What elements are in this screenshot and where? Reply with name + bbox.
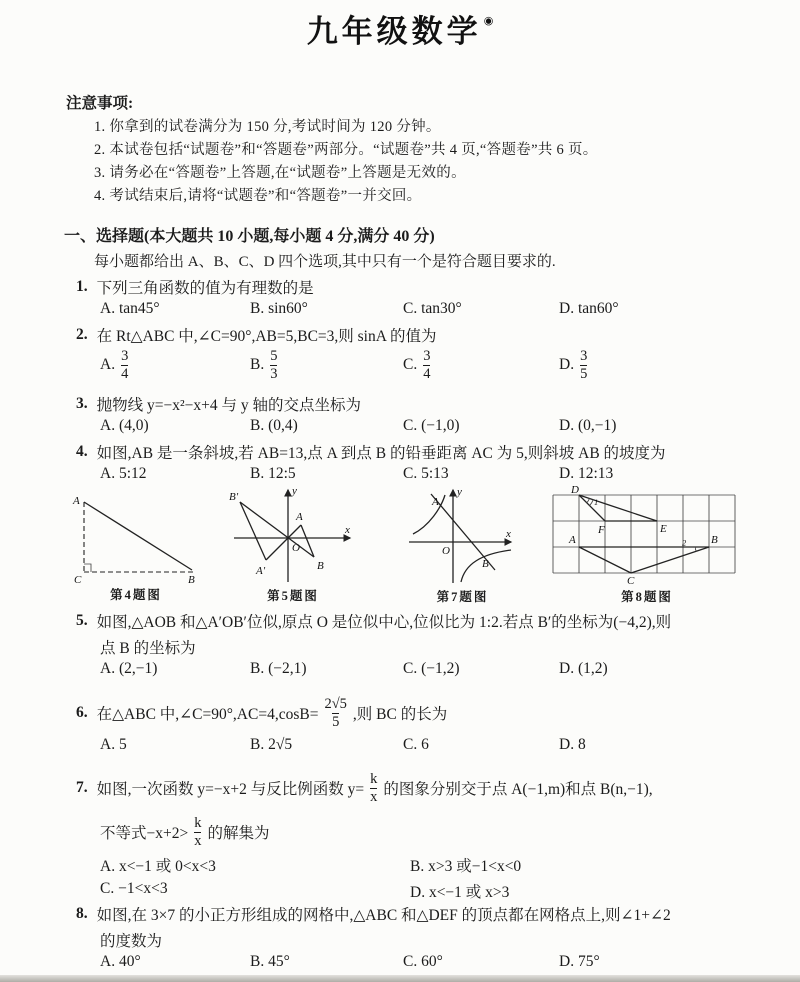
question-8-cont xyxy=(100,929,162,951)
section-note: 每小题都给出 A、B、C、D 四个选项,其中只有一个是符合题目要求的. xyxy=(94,254,556,270)
option-c: C. −1<x<3 xyxy=(100,880,168,897)
option-d: D. 75° xyxy=(559,953,600,970)
question-7 xyxy=(76,766,653,810)
label-x-axis: x xyxy=(506,528,511,540)
option-a: A. (4,0) xyxy=(100,417,149,434)
option-d: D. (1,2) xyxy=(559,660,608,677)
q6-options xyxy=(100,736,784,754)
figure-q4 xyxy=(66,492,206,603)
notice-item-3: 3. 请务必在“答题卷”上答题,在“试题卷”上答题是无效的。 xyxy=(94,165,466,181)
label-D: D xyxy=(571,484,579,496)
question-text: 下列三角函数的值为有理数的是 xyxy=(96,280,314,297)
question-text: 抛物线 y=−x²−x+4 与 y 轴的交点坐标为 xyxy=(96,397,361,414)
question-text-pre: 如图,一次函数 y=−x+2 与反比例函数 y= xyxy=(96,781,365,798)
option-c: C. (−1,2) xyxy=(403,660,460,677)
k-over-x-fraction: $\frac{k}{x}$ xyxy=(194,814,202,849)
question-text: 在 Rt△ABC 中,∠C=90°,AB=5,BC=3,则 sinA 的值为 xyxy=(96,328,437,345)
hyperbola-line-drawing xyxy=(405,482,520,586)
q4-options xyxy=(100,465,784,483)
label-B: B xyxy=(317,560,324,572)
label-A: A xyxy=(73,495,80,507)
q8-options xyxy=(100,953,784,971)
option-b: B. $\frac{5}{3}$ xyxy=(250,347,278,382)
figure-caption: 第5题图 xyxy=(267,589,319,603)
inequality-text-post: 的解集为 xyxy=(207,825,270,842)
question-3 xyxy=(76,393,361,415)
label-x-axis: x xyxy=(345,524,350,536)
option-c: C. $\frac{3}{4}$ xyxy=(403,347,431,382)
label-E: E xyxy=(660,523,667,535)
angle-2-label: 2 xyxy=(682,537,687,548)
option-d: D. (0,−1) xyxy=(559,417,617,434)
question-5 xyxy=(76,610,671,632)
figure-caption: 第8题图 xyxy=(621,590,673,604)
inequality-text-pre: 不等式−x+2> xyxy=(100,825,189,842)
option-d: D. tan60° xyxy=(559,300,619,317)
q1-options xyxy=(100,300,784,318)
label-y-axis: y xyxy=(292,485,297,497)
notice-item-2: 2. 本试卷包括“试题卷”和“答题卷”两部分。“试题卷”共 4 页,“答题卷”共 6 页。 xyxy=(94,142,598,158)
q7-options-row1 xyxy=(100,854,760,876)
label-B: B xyxy=(711,534,718,546)
option-a: A. 40° xyxy=(100,953,141,970)
figure-q7 xyxy=(405,482,520,605)
figure-q5 xyxy=(228,482,358,604)
question-number: 4. xyxy=(76,443,88,460)
label-O: O xyxy=(292,542,300,554)
option-b: B. 12:5 xyxy=(250,465,296,482)
question-number: 7. xyxy=(76,779,88,796)
label-A: A xyxy=(432,496,439,508)
page-title xyxy=(0,6,800,51)
label-A-prime: A′ xyxy=(256,565,266,577)
label-O: O xyxy=(442,545,450,557)
question-text-line2: 的度数为 xyxy=(100,933,163,950)
option-c: C. 6 xyxy=(403,736,429,753)
angle-1-label: 1 xyxy=(594,497,599,507)
label-B: B xyxy=(188,574,195,584)
question-text-line2: 点 B 的坐标为 xyxy=(100,640,196,657)
option-c: C. tan30° xyxy=(403,300,462,317)
notice-heading: 注意事项: xyxy=(66,95,134,112)
option-b: B. sin60° xyxy=(250,300,308,317)
slope-triangle-drawing xyxy=(66,492,206,584)
question-number: 1. xyxy=(76,278,88,295)
question-4 xyxy=(76,441,666,463)
label-y-axis: y xyxy=(457,486,462,498)
question-1 xyxy=(76,276,314,298)
question-6 xyxy=(76,690,447,736)
label-A: A xyxy=(296,511,303,523)
notice-item-1: 1. 你拿到的试卷满分为 150 分,考试时间为 120 分钟。 xyxy=(94,119,441,135)
option-a: A. x<−1 或 0<x<3 xyxy=(100,858,216,875)
question-number: 8. xyxy=(76,905,88,922)
seal-icon: ◉ xyxy=(483,15,494,27)
title-text: 九年级数学 xyxy=(306,14,482,49)
option-c: C. (−1,0) xyxy=(403,417,460,434)
option-b: B. (0,4) xyxy=(250,417,298,434)
option-a: A. 5:12 xyxy=(100,465,147,482)
q3-options xyxy=(100,417,784,435)
q2-options xyxy=(100,342,784,388)
figure-caption: 第4题图 xyxy=(110,588,162,602)
section-heading: 一、选择题(本大题共 10 小题,每小题 4 分,满分 40 分) xyxy=(64,228,435,245)
question-number: 5. xyxy=(76,612,88,629)
question-5-cont xyxy=(100,636,196,658)
q7-options-row2 xyxy=(100,880,760,902)
label-B-prime: B′ xyxy=(229,491,239,503)
label-A: A xyxy=(569,534,576,546)
option-b: B. x>3 或−1<x<0 xyxy=(410,858,522,875)
question-7-cont xyxy=(100,810,270,854)
option-a: A. $\frac{3}{4}$ xyxy=(100,347,129,382)
option-b: B. (−2,1) xyxy=(250,660,307,677)
option-a: A. (2,−1) xyxy=(100,660,158,677)
question-8 xyxy=(76,903,671,925)
option-d: D. 8 xyxy=(559,736,586,753)
question-text-line1: 如图,在 3×7 的小正方形组成的网格中,△ABC 和△DEF 的顶点都在网格点上,则∠1+∠2 xyxy=(96,907,671,924)
label-F: F xyxy=(598,524,605,536)
cos-fraction: $\frac{2√5}{5}$ xyxy=(324,695,347,730)
figure-caption: 第7题图 xyxy=(436,590,489,604)
question-number: 6. xyxy=(76,704,88,721)
question-number: 3. xyxy=(76,395,88,412)
figure-q8 xyxy=(548,483,746,605)
question-text-pre: 在△ABC 中,∠C=90°,AC=4,cosB= xyxy=(96,706,319,723)
k-over-x-fraction: $\frac{k}{x}$ xyxy=(370,770,378,805)
question-number: 2. xyxy=(76,326,88,343)
page-bottom-shadow xyxy=(0,975,800,982)
grid-triangles-drawing xyxy=(548,483,746,586)
question-text-post: ,则 BC 的长为 xyxy=(352,706,448,723)
question-text: 如图,AB 是一条斜坡,若 AB=13,点 A 到点 B 的铅垂距离 AC 为 5,则斜坡 AB 的坡度为 xyxy=(96,445,666,462)
option-c: C. 5:13 xyxy=(403,465,449,482)
question-text-post: 的图象分别交于点 A(−1,m)和点 B(n,−1), xyxy=(383,781,653,798)
question-text-line1: 如图,△AOB 和△A′OB′位似,原点 O 是位似中心,位似比为 1:2.若点 B′的坐标为(−4,2),则 xyxy=(96,614,672,631)
option-d: D. 12:13 xyxy=(559,465,614,482)
similar-triangles-drawing xyxy=(228,482,358,585)
option-c: C. 60° xyxy=(403,953,443,970)
option-a: A. tan45° xyxy=(100,300,160,317)
option-b: B. 45° xyxy=(250,953,290,970)
q5-options xyxy=(100,660,784,678)
option-b: B. 2√5 xyxy=(250,736,293,753)
option-a: A. 5 xyxy=(100,736,127,753)
notice-item-4: 4. 考试结束后,请将“试题卷”和“答题卷”一并交回。 xyxy=(94,188,422,204)
label-C: C xyxy=(74,574,82,584)
label-C: C xyxy=(627,575,635,586)
label-B: B xyxy=(482,558,489,570)
option-d: D. $\frac{3}{5}$ xyxy=(559,347,588,382)
option-d: D. x<−1 或 x>3 xyxy=(410,884,510,901)
